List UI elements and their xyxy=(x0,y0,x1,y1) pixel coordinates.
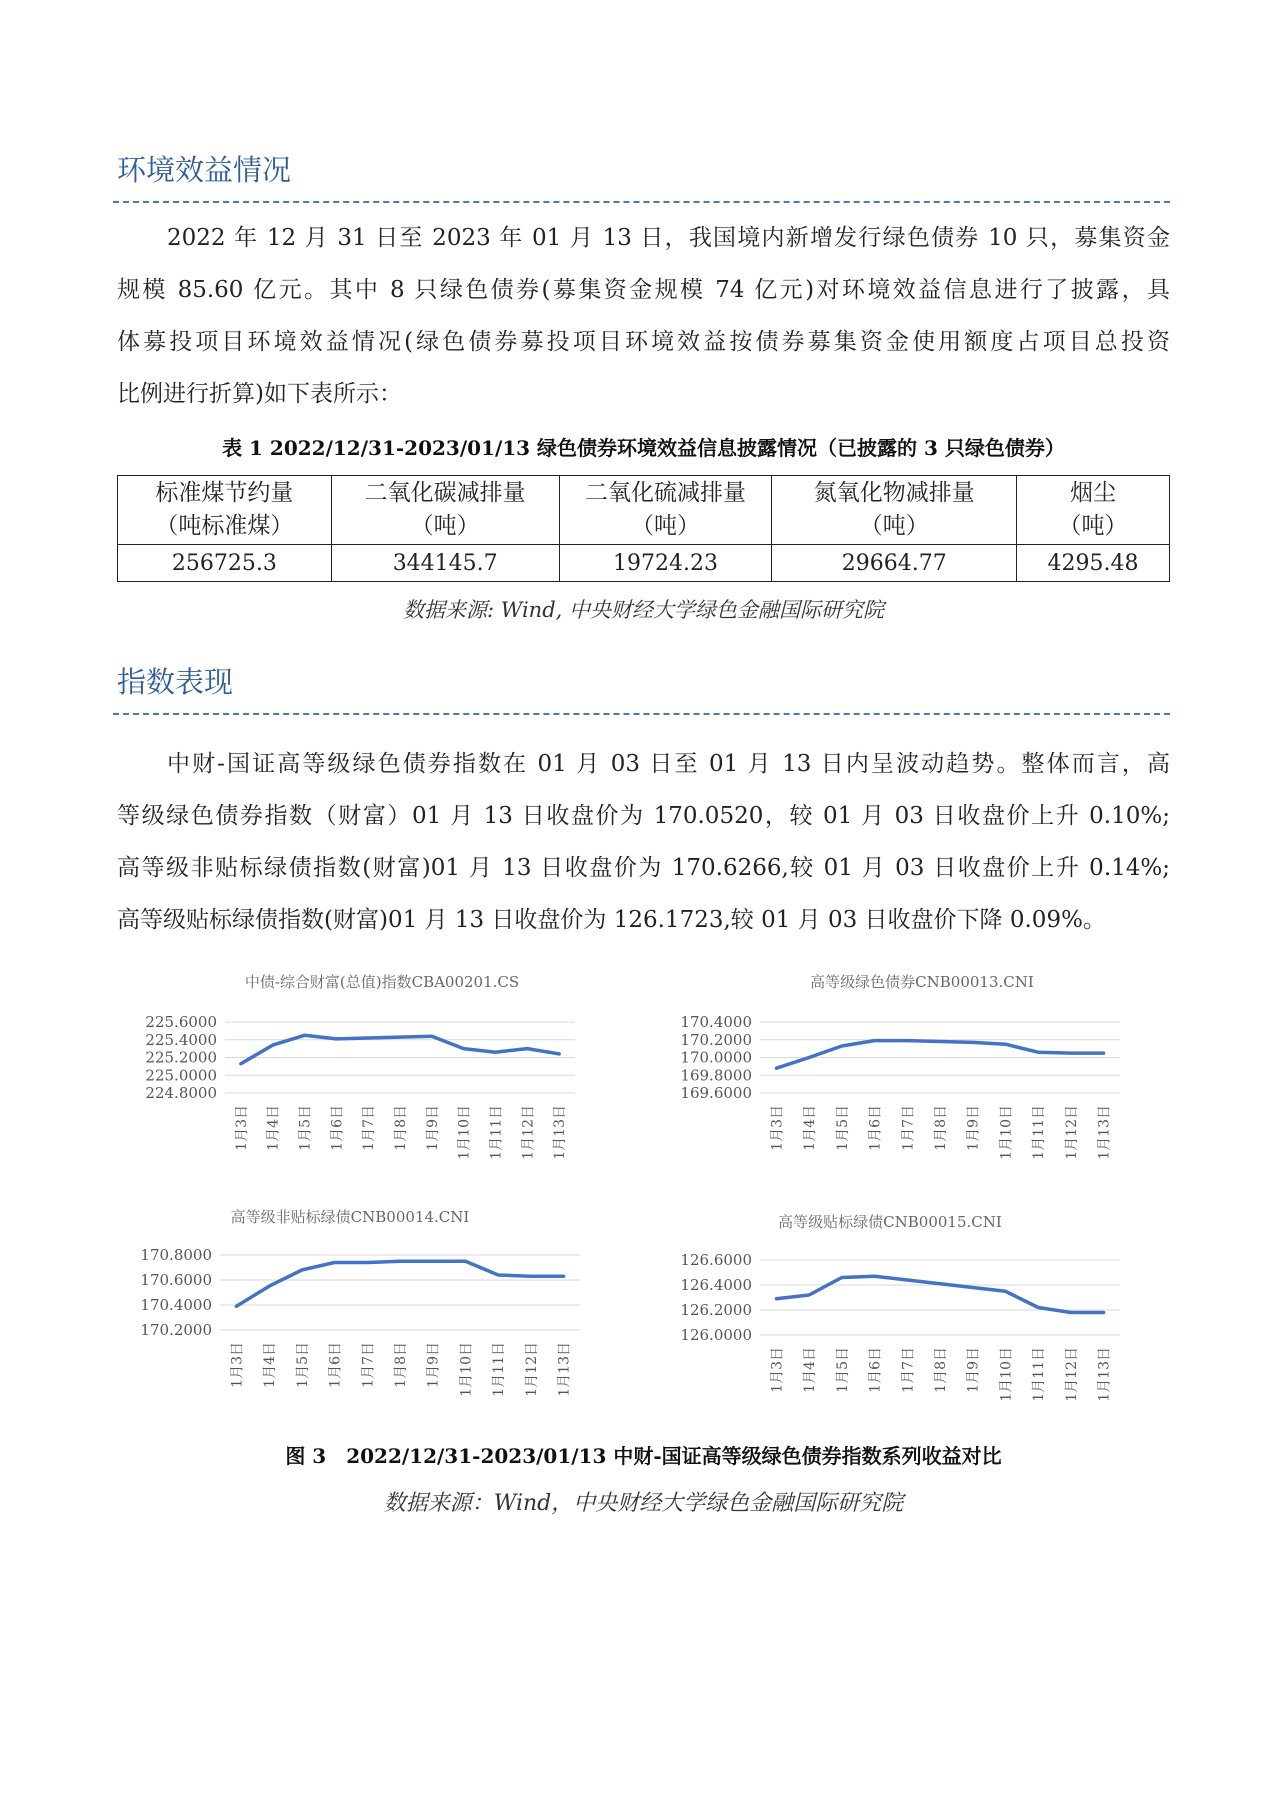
figure-source-note: 数据来源：Wind，中央财经大学绿色金融国际研究院 xyxy=(383,1491,904,1516)
x-tick-label: 1月11日 xyxy=(491,1342,508,1397)
x-tick-label: 1月11日 xyxy=(1031,1105,1048,1160)
chart-cnb00014 xyxy=(120,1200,600,1425)
y-tick-label: 225.0000 xyxy=(145,1066,217,1085)
y-tick-label: 126.0000 xyxy=(680,1326,752,1344)
y-tick-label: 169.6000 xyxy=(680,1084,752,1102)
x-tick-label: 1月3日 xyxy=(769,1105,786,1151)
table-source-note: 数据来源: Wind, 中央财经大学绿色金融国际研究院 xyxy=(403,598,884,622)
environment-benefit-table xyxy=(117,475,1170,582)
x-tick-label: 1月10日 xyxy=(998,1347,1015,1402)
x-tick-label: 1月12日 xyxy=(1063,1105,1080,1160)
paragraph-line: 比例进行折算)如下表所示： xyxy=(117,381,402,407)
series-line xyxy=(776,1276,1103,1312)
chart-title: 高等级绿色债券CNB00013.CNI xyxy=(810,973,1034,991)
x-tick-label: 1月6日 xyxy=(329,1105,346,1151)
chart-cnb00015 xyxy=(660,1205,1140,1425)
x-tick-label: 1月6日 xyxy=(327,1342,344,1388)
table-cell: 256725.3 xyxy=(118,545,332,582)
paragraph-line: 规模 85.60 亿元。其中 8 只绿色债券(募集资金规模 74 亿元)对环境效益信息进行了披露，具 xyxy=(117,277,1170,303)
y-tick-label: 170.2000 xyxy=(140,1321,212,1339)
x-tick-label: 1月7日 xyxy=(900,1105,917,1151)
table-header-row xyxy=(118,476,1170,545)
y-tick-label: 225.2000 xyxy=(145,1048,217,1067)
y-tick-label: 225.4000 xyxy=(145,1030,217,1049)
x-tick-label: 1月8日 xyxy=(933,1347,949,1393)
environment-paragraph xyxy=(117,212,1170,420)
x-tick-label: 1月7日 xyxy=(360,1342,377,1388)
x-tick-label: 1月13日 xyxy=(556,1342,573,1397)
y-tick-label: 170.2000 xyxy=(680,1030,752,1049)
section-heading-text: 指数表现 xyxy=(117,665,234,699)
x-tick-label: 1月8日 xyxy=(393,1342,409,1388)
x-tick-label: 1月10日 xyxy=(456,1105,473,1160)
x-tick-label: 1月13日 xyxy=(1096,1347,1113,1402)
table-header-cell: 二氧化硫减排量 （吨） xyxy=(559,476,772,545)
dashed-divider xyxy=(113,713,1170,715)
x-tick-label: 1月12日 xyxy=(1063,1347,1080,1402)
paragraph-line: 2022 年 12 月 31 日至 2023 年 01 月 13 日，我国境内新增发行绿色债券 10 只，募集资金 xyxy=(167,225,1170,251)
paragraph-line: 高等级贴标绿债指数(财富)01 月 13 日收盘价为 126.1723,较 01 月 03 日收盘价下降 0.09%。 xyxy=(117,907,1106,933)
x-tick-label: 1月3日 xyxy=(233,1105,250,1151)
x-tick-label: 1月6日 xyxy=(867,1347,884,1393)
table-header-cell: 二氧化碳减排量 （吨） xyxy=(331,476,559,545)
x-tick-label: 1月13日 xyxy=(552,1105,569,1160)
paragraph-line: 中财-国证高等级绿色债券指数在 01 月 03 日至 01 月 13 日内呈波动趋势。整体而言，高 xyxy=(167,751,1170,777)
chart-title: 高等级贴标绿债CNB00015.CNI xyxy=(778,1213,1002,1231)
series-line xyxy=(776,1041,1103,1069)
x-tick-label: 1月5日 xyxy=(294,1342,311,1388)
x-tick-label: 1月7日 xyxy=(900,1347,917,1393)
x-tick-label: 1月5日 xyxy=(297,1105,314,1151)
table-cell: 19724.23 xyxy=(559,545,772,582)
x-tick-label: 1月8日 xyxy=(393,1105,409,1151)
x-tick-label: 1月3日 xyxy=(769,1347,786,1393)
table-header-cell: 标准煤节约量 （吨标准煤） xyxy=(118,476,332,545)
y-tick-label: 170.4000 xyxy=(140,1296,212,1314)
x-tick-label: 1月13日 xyxy=(1096,1105,1113,1160)
y-tick-label: 169.8000 xyxy=(680,1066,752,1085)
x-tick-label: 1月5日 xyxy=(834,1347,851,1393)
y-tick-label: 170.8000 xyxy=(140,1246,212,1264)
y-tick-label: 126.6000 xyxy=(680,1251,752,1269)
x-tick-label: 1月7日 xyxy=(361,1105,378,1151)
paragraph-line: 体募投项目环境效益情况(绿色债券募投项目环境效益按债券募集资金使用额度占项目总投资 xyxy=(117,329,1170,355)
y-tick-label: 225.6000 xyxy=(145,1013,217,1031)
x-tick-label: 1月11日 xyxy=(488,1105,505,1160)
dashed-divider xyxy=(113,201,1170,203)
x-tick-label: 1月11日 xyxy=(1031,1347,1048,1402)
y-tick-label: 224.8000 xyxy=(145,1084,217,1102)
table-row xyxy=(118,545,1170,582)
x-tick-label: 1月5日 xyxy=(834,1105,851,1151)
x-tick-label: 1月4日 xyxy=(802,1105,819,1151)
x-tick-label: 1月8日 xyxy=(933,1105,949,1151)
y-tick-label: 170.4000 xyxy=(680,1013,752,1031)
section-heading-text: 环境效益情况 xyxy=(117,153,292,187)
table-cell: 29664.77 xyxy=(772,545,1017,582)
x-tick-label: 1月9日 xyxy=(965,1347,982,1393)
x-tick-label: 1月9日 xyxy=(425,1342,442,1388)
x-tick-label: 1月10日 xyxy=(458,1342,475,1397)
x-tick-label: 1月4日 xyxy=(802,1347,819,1393)
x-tick-label: 1月6日 xyxy=(867,1105,884,1151)
x-tick-label: 1月3日 xyxy=(229,1342,246,1388)
x-tick-label: 1月4日 xyxy=(262,1342,279,1388)
x-tick-label: 1月12日 xyxy=(520,1105,537,1160)
x-tick-label: 1月9日 xyxy=(965,1105,982,1151)
table-cell: 4295.48 xyxy=(1017,545,1170,582)
chart-cba00201 xyxy=(120,965,600,1185)
y-tick-label: 126.2000 xyxy=(680,1301,752,1319)
table-header-cell: 氮氧化物减排量 （吨） xyxy=(772,476,1017,545)
y-tick-label: 170.6000 xyxy=(140,1271,212,1289)
figure-caption: 图 3 2022/12/31-2023/01/13 中财-国证高等级绿色债券指数系列收益对比 xyxy=(285,1444,1002,1468)
y-tick-label: 126.4000 xyxy=(680,1276,752,1294)
section-heading-index xyxy=(117,660,1170,701)
series-line xyxy=(236,1261,563,1306)
x-tick-label: 1月10日 xyxy=(998,1105,1015,1160)
section-heading-environment xyxy=(117,148,1170,189)
paragraph-line: 等级绿色债券指数（财富）01 月 13 日收盘价为 170.0520，较 01 月 03 日收盘价上升 0.10%; xyxy=(117,803,1170,829)
table-cell: 344145.7 xyxy=(331,545,559,582)
table-header-cell: 烟尘 （吨） xyxy=(1017,476,1170,545)
chart-cnb00013 xyxy=(660,965,1140,1185)
chart-title: 中债-综合财富(总值)指数CBA00201.CS xyxy=(244,973,520,991)
x-tick-label: 1月9日 xyxy=(424,1105,441,1151)
y-tick-label: 170.0000 xyxy=(680,1048,752,1067)
index-paragraph xyxy=(117,738,1170,946)
paragraph-line: 高等级非贴标绿债指数(财富)01 月 13 日收盘价为 170.6266,较 01 月 03 日收盘价上升 0.14%; xyxy=(117,855,1170,881)
chart-title: 高等级非贴标绿债CNB00014.CNI xyxy=(230,1208,470,1226)
x-tick-label: 1月12日 xyxy=(523,1342,540,1397)
x-tick-label: 1月4日 xyxy=(265,1105,282,1151)
table-title: 表 1 2022/12/31-2023/01/13 绿色债券环境效益信息披露情况（已披露的 3 只绿色债券） xyxy=(222,436,1065,460)
